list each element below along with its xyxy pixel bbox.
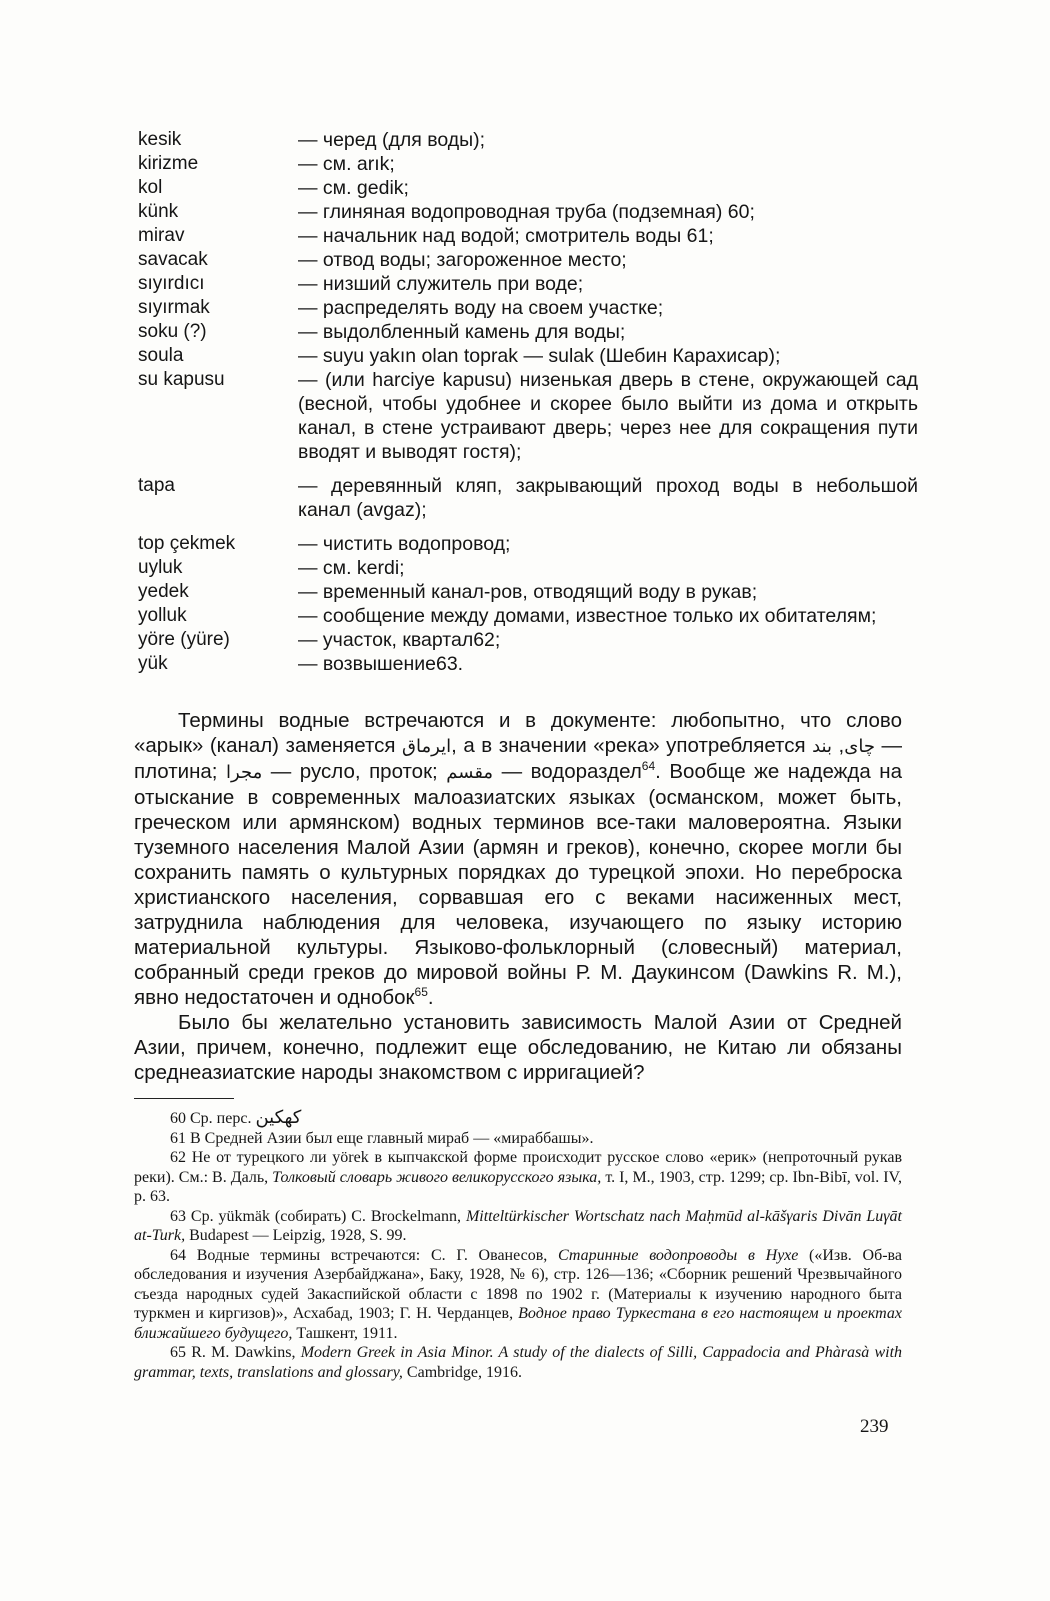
glossary-term: soku (?) <box>138 321 207 342</box>
glossary-definition: — чистить водопровод; <box>298 533 511 555</box>
footnote-ref: 64 <box>641 759 656 774</box>
glossary-entry <box>138 320 918 344</box>
glossary-definition: — suyu yakın olan toprak — sulak (Шебин Карахисар); <box>298 345 781 367</box>
footnote-64: 64 Водные термины встречаются: С. Г. Ованесов, Старинные водопроводы в Нухе («Изв. Об-ва обследования и изучения Азербайджана», Баку, 1928, № 6), стр. 126—136; «Сборник решений Чрезвычайного съезда народных судей Закаспийской области с 1898 по 1902 г. (Материалы к изучению народного быта туркмен и киргизов)», Асхабад, 1903; Г. Н. Черданцев, Водное право Туркестана в его настоящем и проектах ближайшего будущего, Ташкент, 1911. <box>134 1246 903 1342</box>
footnote-62: 62 Не от турецкого ли yörek в кыпчакской форме происходит русское слово «ерик» (непроточный рукав реки). См.: В. Даль, Толковый словарь живого великорусского языка, т. I, М., 1903, стр. 1299; ср. Ibn-Bibī, vol. IV, p. 63. <box>134 1149 903 1205</box>
glossary-entry <box>138 580 918 604</box>
glossary-term: kirizme <box>138 153 199 174</box>
glossary-entry <box>138 272 918 296</box>
glossary-definition: — временный канал-ров, отводящий воду в рукав; <box>298 581 758 603</box>
glossary-definition: — возвышение63. <box>298 653 464 675</box>
arabic-word: مقسم <box>446 762 494 783</box>
glossary-definition: — отвод воды; загороженное место; <box>298 249 627 271</box>
glossary-definition: — сообщение между домами, известное только их обитателям; <box>298 605 877 627</box>
glossary-entry <box>138 604 918 628</box>
glossary-term: savacak <box>138 249 208 270</box>
glossary-term: su kapusu <box>138 369 225 390</box>
glossary-definition: — см. arık; <box>298 153 395 175</box>
glossary-entry <box>138 628 918 652</box>
glossary-definition: — черед (для воды); <box>298 129 486 151</box>
glossary-definition: — см. gedik; <box>298 177 409 199</box>
glossary-entry <box>138 248 918 272</box>
arabic-word: چاى <box>844 736 875 757</box>
glossary-term: soula <box>138 345 184 366</box>
glossary-entry <box>138 296 918 320</box>
glossary-term: kol <box>138 177 163 198</box>
glossary-term: top çekmek <box>138 533 236 554</box>
glossary-entry <box>138 556 918 580</box>
arabic-word: ايرماق <box>402 736 452 757</box>
glossary-entry <box>138 344 918 368</box>
footnote-divider <box>134 1098 234 1099</box>
glossary-definition: — глиняная водопроводная труба (подземная) 60; <box>298 201 755 223</box>
glossary-definition: — участок, квартал62; <box>298 629 501 651</box>
glossary-entry <box>138 224 918 248</box>
glossary-entry <box>138 152 918 176</box>
glossary-term: künk <box>138 201 179 222</box>
glossary-term: uyluk <box>138 557 183 578</box>
glossary-entry <box>138 652 918 676</box>
glossary-entry <box>138 128 918 152</box>
page-number: 239 <box>860 1416 889 1437</box>
glossary-entry <box>138 368 918 464</box>
glossary-definition: — распределять воду на своем участке; <box>298 297 664 319</box>
glossary-term: yolluk <box>138 605 187 626</box>
glossary-definition: — начальник над водой; смотритель воды 61; <box>298 225 714 247</box>
glossary-term: yük <box>138 653 168 674</box>
glossary-term: yedek <box>138 581 189 602</box>
glossary-term: mirav <box>138 225 185 246</box>
arabic-word: كهكين <box>255 1107 302 1128</box>
glossary-definition: — см. kerdi; <box>298 557 405 579</box>
paragraph-1: Термины водные встречаются и в документе: любопытно, что слово «арык» (канал) заменяется ايرماق, а в значении «река» употребляется چاى, بند — плотина; مجرا — русло, проток; مقسم — водораздел$^{64}$. Вообще же надежда на отыскание в современных малоазиатских языках (османском, может быть, греческом или армянском) водных терминов все-таки маловероятна. Языки туземного населения Малой Азии (армян и греков), конечно, скорее могли бы сохранить память о культурных порядках до турецкой эпохи. Но переброска христианского населения, сорвавшая его с веками насиженных мест, затруднила наблюдения для человека, изучающего по языку историю материальной культуры. Языково-фольклорный (словесный) материал, собранный среди греков до мировой войны Р. М. Даукинсом (Dawkins R. M.), явно недостаточен и однобок$^{65}$. <box>134 709 902 1009</box>
glossary-definition: — (или harciye kapusu) низенькая дверь в стене, окружающей сад (весной, чтобы удобнее и скорее было выйти из дома и открыть канал, в стене устраивают дверь; через нее для сокращения пути вводят и выводят гостя); <box>298 369 918 463</box>
glossary-entry <box>138 176 918 200</box>
glossary-term: sıyırdıcı <box>138 273 205 294</box>
glossary-term: tapa <box>138 475 175 496</box>
footnote-61: 61 В Средней Азии был еще главный мираб — «мираббашы». <box>170 1129 594 1147</box>
footnote-65: 65 R. M. Dawkins, Modern Greek in Asia Minor. A study of the dialects of Silli, Cappadocia and Phàrasà with grammar, texts, translations and glossary, Cambridge, 1916. <box>134 1344 903 1381</box>
footnote-63: 63 Ср. yükmäk (собирать) C. Brockelmann, Mitteltürkischer Wortschatz nach Maḥmūd al-kāšγaris Divān Luγāt at-Turk, Budapest — Leipzig, 1928, S. 99. <box>134 1207 903 1244</box>
glossary-definition: — низший служитель при воде; <box>298 273 584 295</box>
body-text <box>134 708 902 1085</box>
glossary-term: yöre (yüre) <box>138 629 230 650</box>
glossary-entry <box>138 532 918 556</box>
glossary-definition: — деревянный кляп, закрывающий проход воды в небольшой канал (avgaz); <box>298 475 918 521</box>
arabic-word: بند <box>812 736 832 757</box>
glossary-entry <box>138 200 918 224</box>
glossary-definition: — выдолбленный камень для воды; <box>298 321 626 343</box>
glossary-entry <box>138 474 918 522</box>
paragraph-2: Было бы желательно установить зависимость Малой Азии от Средней Азии, причем, конечно, подлежит еще обследованию, не Китаю ли обязаны среднеазиатские народы знакомством с ирригацией? <box>134 1011 902 1084</box>
footnote-ref: 65 <box>414 985 428 1000</box>
arabic-word: مجرا <box>226 762 263 783</box>
footnotes <box>134 1108 902 1382</box>
footnote-60: 60 Ср. перс. كهكين <box>170 1107 302 1128</box>
glossary-term: kesik <box>138 129 182 150</box>
glossary <box>138 128 918 676</box>
glossary-term: sıyırmak <box>138 297 210 318</box>
